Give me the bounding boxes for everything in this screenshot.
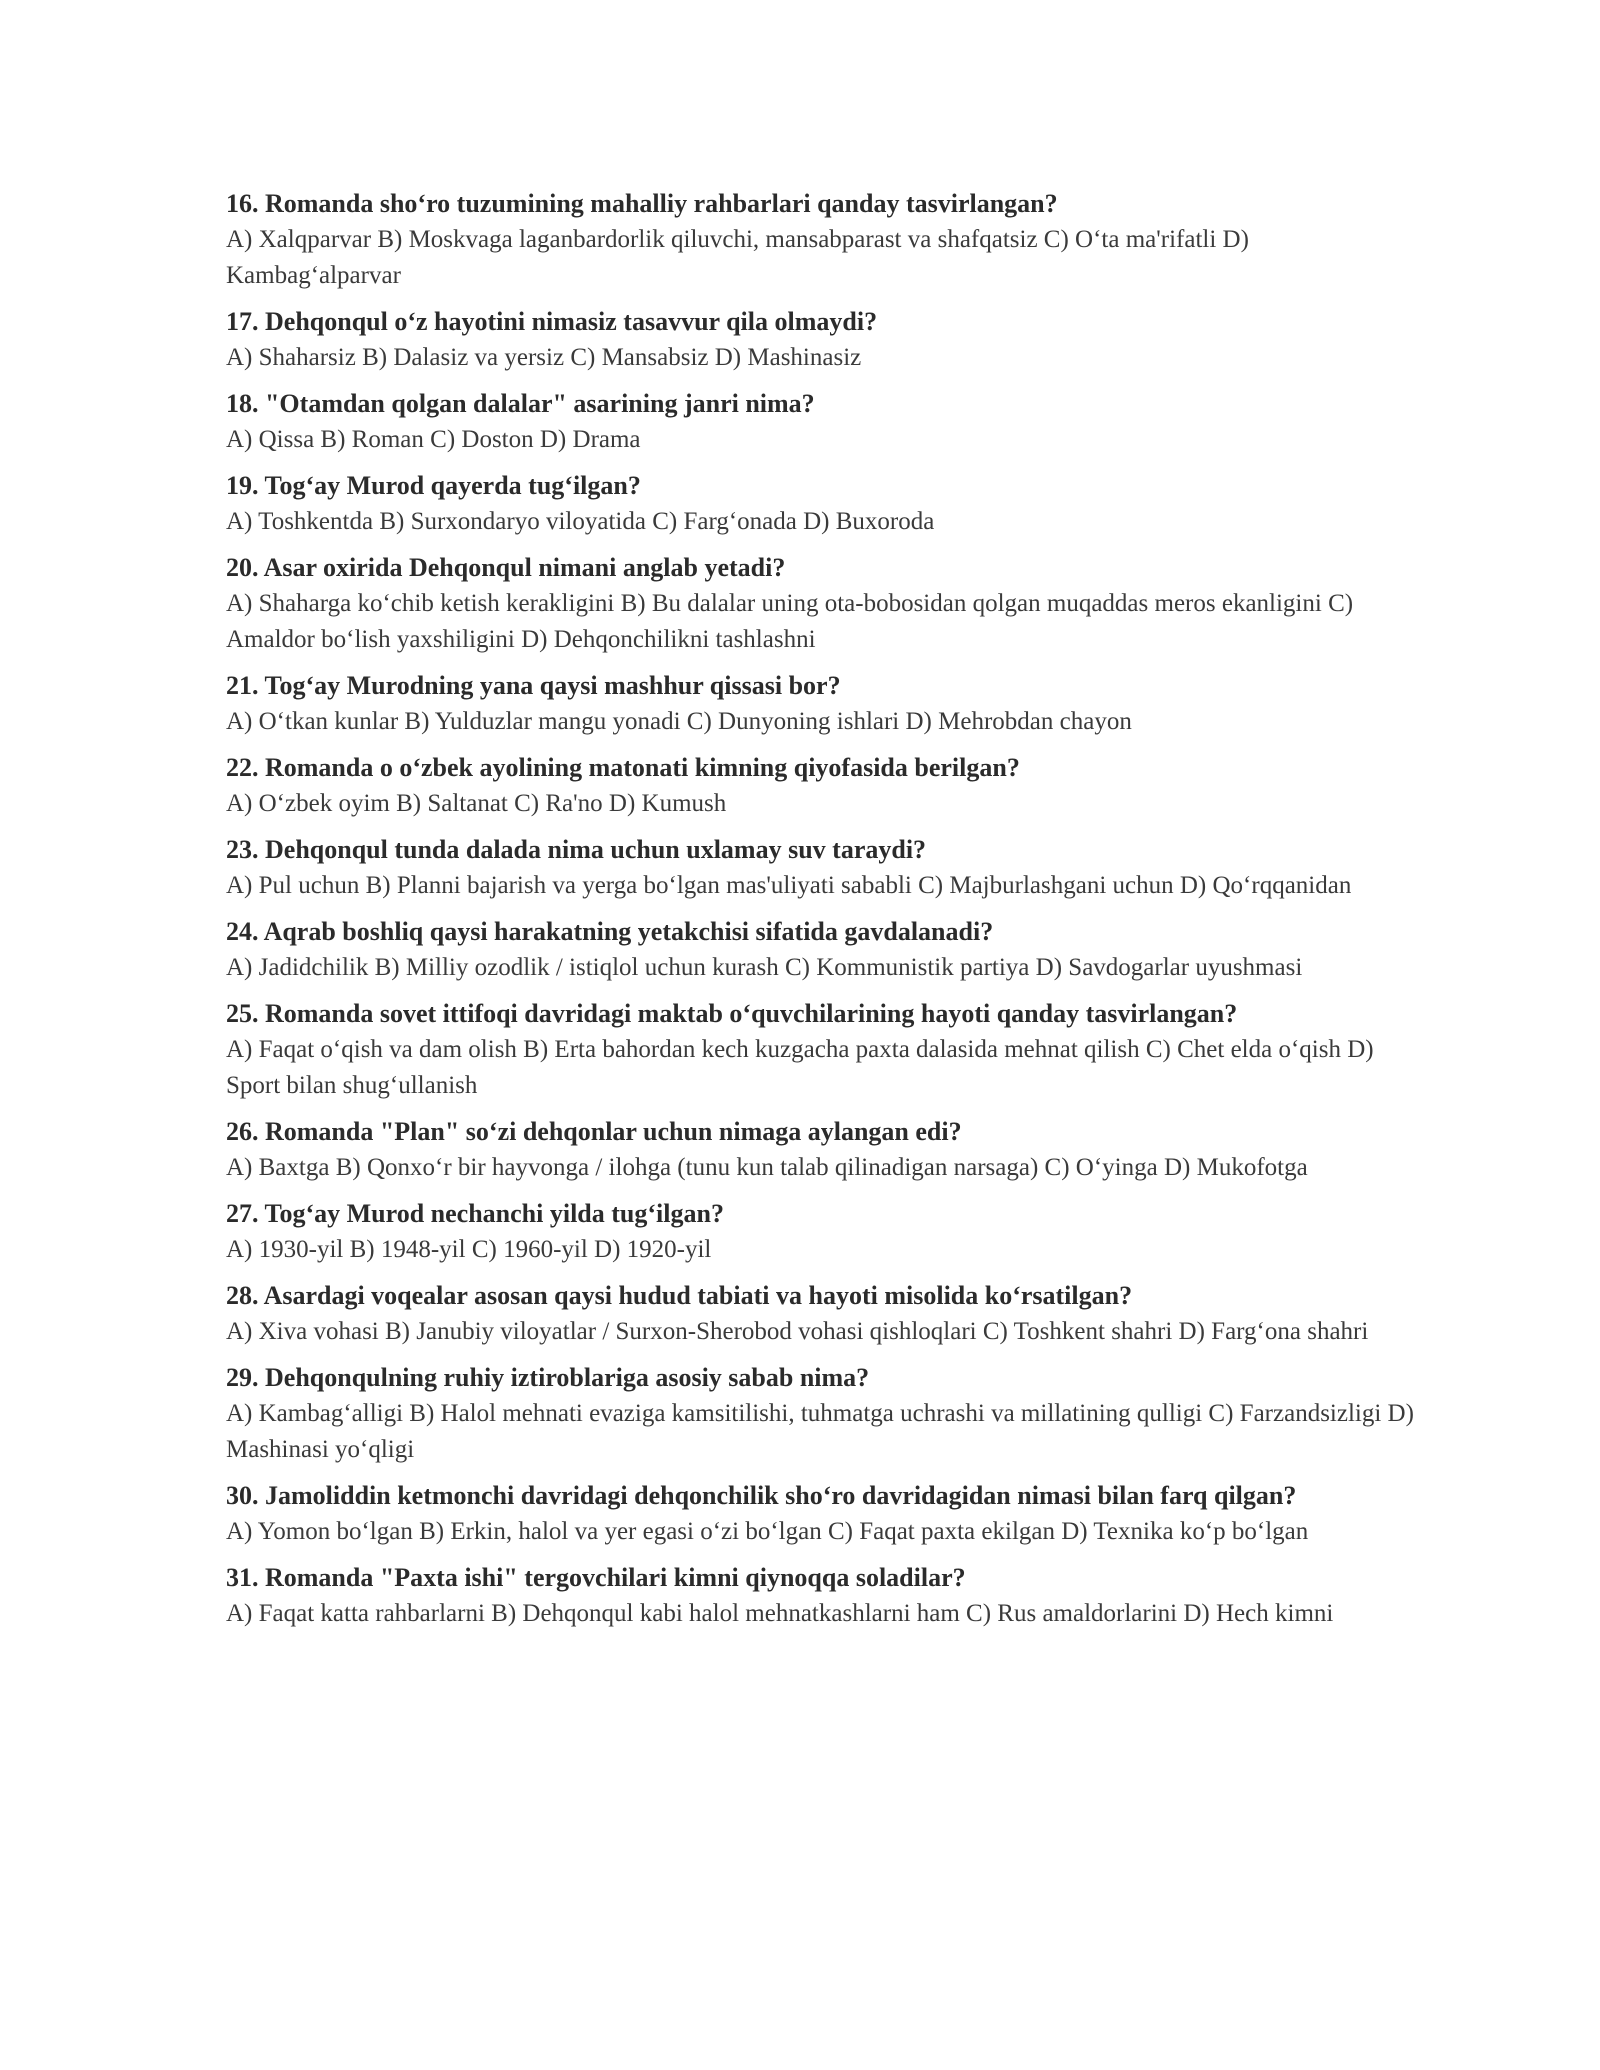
question-item-23: [226, 832, 1426, 904]
question-text: 31. Romanda "Paxta ishi" tergovchilari kimni qiynoqqa soladilar?: [226, 1563, 966, 1592]
question-text: 25. Romanda sovet ittifoqi davridagi maktab o‘quvchilarining hayoti qanday tasvirlangan?: [226, 999, 1238, 1028]
document-page: [226, 186, 1426, 1642]
answer-options: A) Kambag‘alligi B) Halol mehnati evaziga kamsitilishi, tuhmatga uchrashi va millatining qulligi C) Farzandsizligi D) Mashinasi yo‘qligi: [226, 1400, 1414, 1463]
question-text: 29. Dehqonqulning ruhiy iztiroblariga asosiy sabab nima?: [226, 1363, 870, 1392]
answer-options: A) Faqat o‘qish va dam olish B) Erta bahordan kech kuzgacha paxta dalasida mehnat qilish C) Chet elda o‘qish D) Sport bilan shug‘ullanish: [226, 1036, 1374, 1099]
question-text: 24. Aqrab boshliq qaysi harakatning yetakchisi sifatida gavdalanadi?: [226, 917, 994, 946]
question-item-26: [226, 1114, 1426, 1186]
question-item-25: [226, 996, 1426, 1104]
answer-options: A) O‘tkan kunlar B) Yulduzlar mangu yonadi C) Dunyoning ishlari D) Mehrobdan chayon: [226, 708, 1132, 735]
question-text: 19. Tog‘ay Murod qayerda tug‘ilgan?: [226, 471, 641, 500]
answer-options: A) Shaharga ko‘chib ketish kerakligini B) Bu dalalar uning ota-bobosidan qolgan muqaddas meros ekanligini C) Amaldor bo‘lish yaxshiligini D) Dehqonchilikni tashlashni: [226, 590, 1354, 653]
question-text: 23. Dehqonqul tunda dalada nima uchun uxlamay suv taraydi?: [226, 835, 927, 864]
question-text: 30. Jamoliddin ketmonchi davridagi dehqonchilik sho‘ro davridagidan nimasi bilan farq qilgan?: [226, 1481, 1297, 1510]
answer-options: A) Xalqparvar B) Moskvaga laganbardorlik qiluvchi, mansabparast va shafqatsiz C) O‘ta ma'rifatli D) Kambag‘alparvar: [226, 226, 1249, 289]
answer-options: A) Faqat katta rahbarlarni B) Dehqonqul kabi halol mehnatkashlarni ham C) Rus amaldorlarini D) Hech kimni: [226, 1600, 1334, 1627]
question-item-24: [226, 914, 1426, 986]
question-item-31: [226, 1560, 1426, 1632]
answer-options: A) O‘zbek oyim B) Saltanat C) Ra'no D) Kumush: [226, 790, 727, 817]
question-item-29: [226, 1360, 1426, 1468]
question-text: 18. "Otamdan qolgan dalalar" asarining janri nima?: [226, 389, 815, 418]
question-text: 22. Romanda o o‘zbek ayolining matonati kimning qiyofasida berilgan?: [226, 753, 1020, 782]
answer-options: A) Jadidchilik B) Milliy ozodlik / istiqlol uchun kurash C) Kommunistik partiya D) Savdogarlar uyushmasi: [226, 954, 1303, 981]
question-text: 28. Asardagi voqealar asosan qaysi hudud tabiati va hayoti misolida ko‘rsatilgan?: [226, 1281, 1133, 1310]
answer-options: A) Pul uchun B) Planni bajarish va yerga bo‘lgan mas'uliyati sababli C) Majburlashgani uchun D) Qo‘rqqanidan: [226, 872, 1352, 899]
question-text: 27. Tog‘ay Murod nechanchi yilda tug‘ilgan?: [226, 1199, 724, 1228]
answer-options: A) Toshkentda B) Surxondaryo viloyatida C) Farg‘onada D) Buxoroda: [226, 508, 935, 535]
question-item-21: [226, 668, 1426, 740]
question-item-17: [226, 304, 1426, 376]
answer-options: A) Shaharsiz B) Dalasiz va yersiz C) Mansabsiz D) Mashinasiz: [226, 344, 862, 371]
question-text: 16. Romanda sho‘ro tuzumining mahalliy rahbarlari qanday tasvirlangan?: [226, 189, 1058, 218]
question-item-27: [226, 1196, 1426, 1268]
question-item-30: [226, 1478, 1426, 1550]
question-item-16: [226, 186, 1426, 294]
question-item-20: [226, 550, 1426, 658]
question-item-28: [226, 1278, 1426, 1350]
answer-options: A) Yomon bo‘lgan B) Erkin, halol va yer egasi o‘zi bo‘lgan C) Faqat paxta ekilgan D) Texnika ko‘p bo‘lgan: [226, 1518, 1309, 1545]
question-item-18: [226, 386, 1426, 458]
question-text: 26. Romanda "Plan" so‘zi dehqonlar uchun nimaga aylangan edi?: [226, 1117, 962, 1146]
answer-options: A) Qissa B) Roman C) Doston D) Drama: [226, 426, 641, 453]
question-text: 20. Asar oxirida Dehqonqul nimani anglab yetadi?: [226, 553, 786, 582]
question-text: 21. Tog‘ay Murodning yana qaysi mashhur qissasi bor?: [226, 671, 841, 700]
question-item-22: [226, 750, 1426, 822]
question-item-19: [226, 468, 1426, 540]
question-text: 17. Dehqonqul o‘z hayotini nimasiz tasavvur qila olmaydi?: [226, 307, 878, 336]
answer-options: A) Baxtga B) Qonxo‘r bir hayvonga / ilohga (tunu kun talab qilinadigan narsaga) C) O‘yinga D) Mukofotga: [226, 1154, 1308, 1181]
answer-options: A) 1930-yil B) 1948-yil C) 1960-yil D) 1920-yil: [226, 1236, 712, 1263]
answer-options: A) Xiva vohasi B) Janubiy viloyatlar / Surxon-Sherobod vohasi qishloqlari C) Toshkent shahri D) Farg‘ona shahri: [226, 1318, 1369, 1345]
